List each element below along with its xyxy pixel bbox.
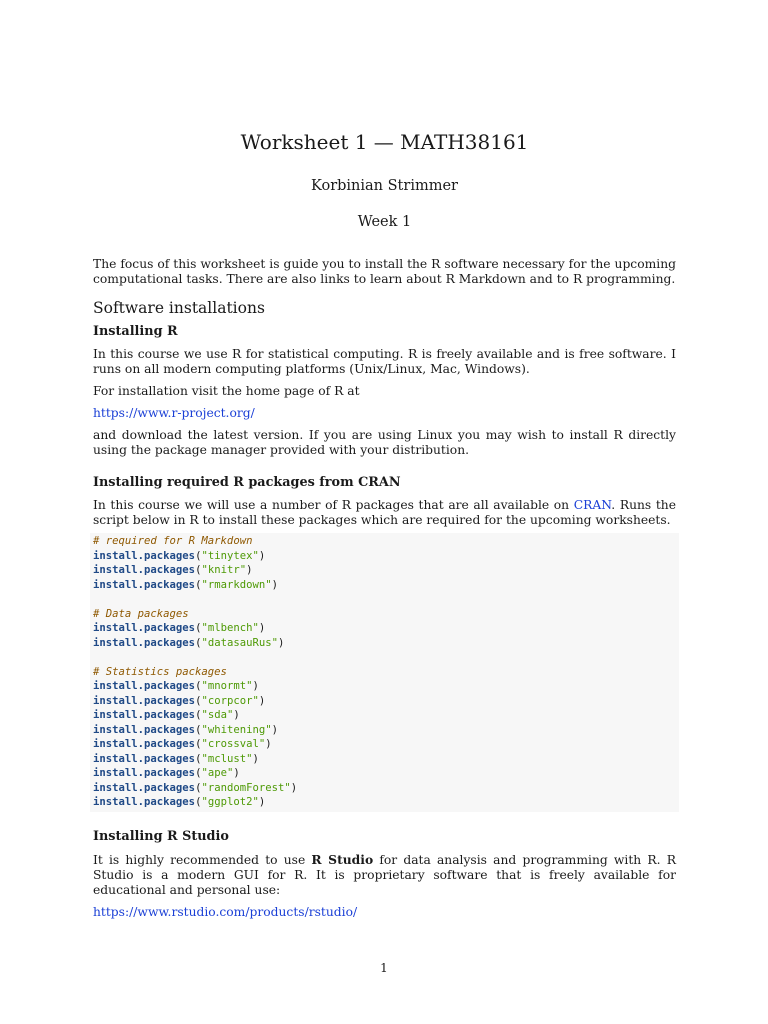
code-function: install.packages [93, 767, 196, 779]
rstudio-bold: R Studio [311, 851, 374, 867]
cran-link[interactable]: CRAN [573, 498, 612, 512]
code-function: install.packages [93, 796, 196, 808]
subsection-heading-cran: Installing required R packages from CRAN [93, 475, 401, 490]
code-package-name: "tinytex" [201, 549, 259, 562]
code-line: install.packages("whitening") [93, 723, 279, 736]
code-package-name: "knitr" [201, 564, 247, 576]
r-project-link[interactable]: https://www.r-project.org/ [93, 406, 255, 420]
code-function: install.packages [93, 636, 196, 649]
code-package-name: "sda" [201, 709, 234, 721]
code-line: install.packages("ape") [93, 767, 240, 779]
code-function: install.packages [93, 564, 196, 576]
code-package-name: "crossval" [201, 738, 266, 750]
code-line: install.packages("randomForest") [93, 781, 298, 794]
code-package-name: "datasauRus" [201, 636, 278, 649]
code-line: install.packages("sda") [93, 709, 240, 721]
code-function: install.packages [93, 622, 196, 634]
code-blank-line [93, 592, 676, 607]
rstudio-link-paragraph [93, 905, 676, 920]
document-date: Week 1 [357, 214, 412, 230]
code-block [90, 533, 679, 812]
intro-paragraph: The focus of this worksheet is guide you to install the R software necessary for the upcoming computational tasks. There are also links to learn about R Markdown and to R programming. [93, 257, 676, 286]
code-line: install.packages("mlbench") [93, 622, 266, 634]
code-package-name: "ape" [201, 767, 234, 779]
code-function: install.packages [93, 549, 196, 562]
code-comment: # required for R Markdown [93, 535, 253, 547]
document-body [93, 257, 676, 927]
install-r-paragraph-2: For installation visit the home page of R at [93, 384, 360, 398]
code-function: install.packages [93, 680, 196, 692]
code-comment: # Data packages [93, 607, 189, 620]
cran-text-after: . Runs the script below in R to install these packages which are required for the upcoming worksheets. [93, 498, 677, 527]
code-line: install.packages("mclust") [93, 752, 259, 765]
code-line: install.packages("corpcor") [93, 694, 266, 707]
subsection-heading-rstudio: Installing R Studio [93, 828, 229, 844]
code-package-name: "mclust" [201, 752, 253, 765]
code-line: install.packages("datasauRus") [93, 636, 285, 649]
document-author: Korbinian Strimmer [311, 178, 458, 194]
rstudio-text-after: for data analysis and programming with R. R Studio is a modern GUI for R. It is proprietary software that is freely available for educational and personal use: [93, 852, 676, 897]
rstudio-text-before: It is highly recommended to use [93, 852, 312, 867]
code-line: install.packages("ggplot2") [93, 796, 266, 808]
document-title: Worksheet 1 — MATH38161 [240, 130, 529, 154]
code-package-name: "rmarkdown" [201, 578, 272, 591]
code-line: install.packages("crossval") [93, 738, 272, 750]
install-r-paragraph-3: and download the latest version. If you are using Linux you may wish to install R directly using the package manager provided with your distribution. [93, 428, 676, 457]
cran-paragraph [93, 498, 676, 528]
code-package-name: "corpcor" [201, 694, 259, 707]
code-package-name: "ggplot2" [201, 796, 259, 808]
code-line: install.packages("knitr") [93, 564, 253, 576]
rstudio-link[interactable]: https://www.rstudio.com/products/rstudio/ [93, 904, 358, 919]
code-function: install.packages [93, 709, 196, 721]
code-comment: # Statistics packages [93, 665, 227, 678]
code-package-name: "randomForest" [201, 781, 291, 794]
subsection-heading-install-r: Installing R [93, 324, 178, 339]
code-package-name: "mnormt" [201, 680, 253, 692]
rstudio-paragraph [93, 852, 676, 898]
cran-text-before: In this course we will use a number of R packages that are all available on [93, 498, 574, 512]
code-function: install.packages [93, 694, 196, 707]
code-function: install.packages [93, 752, 196, 765]
code-line: install.packages("mnormt") [93, 680, 259, 692]
code-package-name: "whitening" [201, 723, 272, 736]
code-function: install.packages [93, 781, 196, 794]
code-blank-line [93, 650, 676, 665]
code-function: install.packages [93, 578, 196, 591]
install-r-link-paragraph [93, 406, 676, 421]
install-r-paragraph-1: In this course we use R for statistical computing. R is freely available and is free software. I runs on all modern computing platforms (Unix/Linux, Mac, Windows). [93, 347, 676, 376]
section-heading: Software installations [93, 299, 265, 317]
code-function: install.packages [93, 723, 196, 736]
code-line: install.packages("tinytex") [93, 549, 266, 562]
code-line: install.packages("rmarkdown") [93, 578, 279, 591]
code-package-name: "mlbench" [201, 622, 259, 634]
code-function: install.packages [93, 738, 196, 750]
page-number: 1 [380, 961, 388, 975]
